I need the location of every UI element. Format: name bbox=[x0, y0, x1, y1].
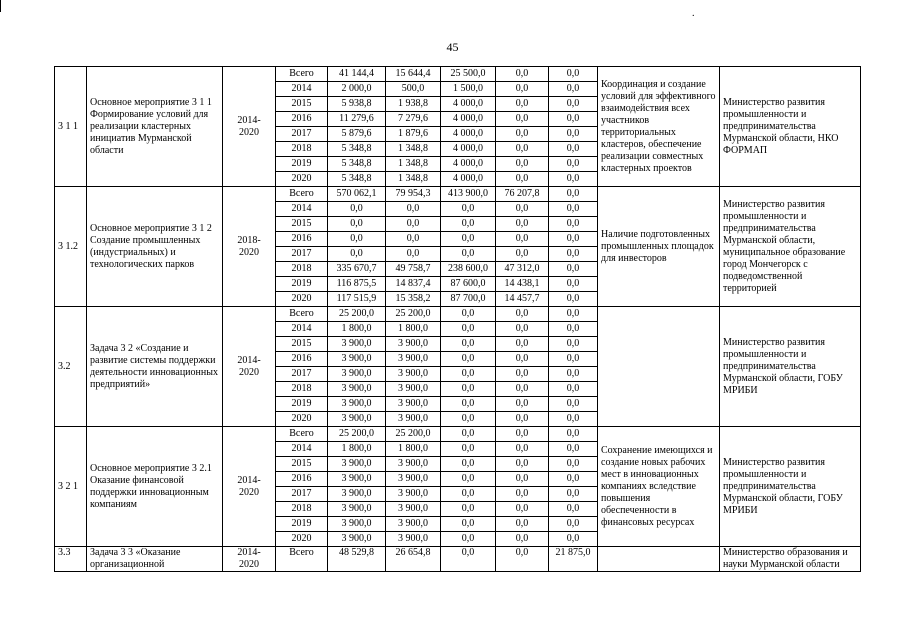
amount-cell: 0,0 bbox=[549, 217, 598, 232]
year-cell: 2015 bbox=[276, 457, 328, 472]
amount-cell: 4 000,0 bbox=[441, 112, 496, 127]
year-cell: 2016 bbox=[276, 112, 328, 127]
amount-cell: 0,0 bbox=[441, 352, 496, 367]
year-cell: Всего bbox=[276, 307, 328, 322]
year-cell: 2014 bbox=[276, 202, 328, 217]
amount-cell: 0,0 bbox=[549, 457, 598, 472]
amount-cell: 1 800,0 bbox=[328, 442, 386, 457]
amount-cell: 3 900,0 bbox=[386, 412, 441, 427]
amount-cell: 0,0 bbox=[496, 217, 549, 232]
amount-cell: 1 879,6 bbox=[386, 127, 441, 142]
amount-cell: 3 900,0 bbox=[386, 487, 441, 502]
amount-cell: 0,0 bbox=[441, 532, 496, 547]
amount-cell: 0,0 bbox=[549, 202, 598, 217]
item-name: Задача 3 2 «Создание и развитие системы поддержки деятельности инновационных предприятий» bbox=[87, 307, 223, 427]
executor: Министерство развития промышленности и предпринимательства Мурманской области, ГОБУ МРИБИ bbox=[720, 307, 861, 427]
amount-cell: 116 875,5 bbox=[328, 277, 386, 292]
expected-result bbox=[598, 307, 720, 427]
year-cell: 2017 bbox=[276, 247, 328, 262]
amount-cell: 5 348,8 bbox=[328, 172, 386, 187]
amount-cell: 3 900,0 bbox=[328, 532, 386, 547]
amount-cell: 0,0 bbox=[549, 187, 598, 202]
amount-cell: 0,0 bbox=[441, 307, 496, 322]
amount-cell: 0,0 bbox=[441, 427, 496, 442]
amount-cell: 0,0 bbox=[496, 67, 549, 82]
program-table bbox=[54, 66, 861, 572]
table-row bbox=[55, 547, 861, 572]
amount-cell: 0,0 bbox=[549, 127, 598, 142]
amount-cell: 0,0 bbox=[496, 172, 549, 187]
amount-cell: 0,0 bbox=[496, 307, 549, 322]
item-code: 3 2 1 bbox=[55, 427, 87, 547]
amount-cell: 0,0 bbox=[549, 82, 598, 97]
year-cell: 2019 bbox=[276, 517, 328, 532]
amount-cell: 2 000,0 bbox=[328, 82, 386, 97]
amount-cell: 335 670,7 bbox=[328, 262, 386, 277]
amount-cell: 0,0 bbox=[441, 442, 496, 457]
amount-cell: 0,0 bbox=[549, 352, 598, 367]
amount-cell: 3 900,0 bbox=[328, 472, 386, 487]
amount-cell: 0,0 bbox=[496, 547, 549, 572]
amount-cell: 0,0 bbox=[549, 112, 598, 127]
amount-cell: 4 000,0 bbox=[441, 172, 496, 187]
amount-cell: 0,0 bbox=[496, 352, 549, 367]
table-row bbox=[55, 187, 861, 202]
amount-cell: 11 279,6 bbox=[328, 112, 386, 127]
year-cell: Всего bbox=[276, 187, 328, 202]
amount-cell: 0,0 bbox=[496, 247, 549, 262]
amount-cell: 47 312,0 bbox=[496, 262, 549, 277]
amount-cell: 0,0 bbox=[549, 382, 598, 397]
amount-cell: 0,0 bbox=[549, 442, 598, 457]
scan-dot: . bbox=[692, 8, 695, 19]
amount-cell: 238 600,0 bbox=[441, 262, 496, 277]
amount-cell: 0,0 bbox=[549, 142, 598, 157]
item-code: 3 1.2 bbox=[55, 187, 87, 307]
amount-cell: 0,0 bbox=[328, 217, 386, 232]
year-cell: 2015 bbox=[276, 337, 328, 352]
amount-cell: 0,0 bbox=[549, 517, 598, 532]
amount-cell: 5 938,8 bbox=[328, 97, 386, 112]
year-cell: 2016 bbox=[276, 232, 328, 247]
executor: Министерство образования и науки Мурманской области bbox=[720, 547, 861, 572]
amount-cell: 15 358,2 bbox=[386, 292, 441, 307]
amount-cell: 0,0 bbox=[441, 397, 496, 412]
amount-cell: 76 207,8 bbox=[496, 187, 549, 202]
expected-result: Сохранение имеющихся и создание новых рабочих мест в инновационных компаниях вследствие повышения обеспеченности в финансовых ресурсах bbox=[598, 427, 720, 547]
amount-cell: 0,0 bbox=[441, 232, 496, 247]
amount-cell: 1 348,8 bbox=[386, 172, 441, 187]
amount-cell: 3 900,0 bbox=[328, 517, 386, 532]
amount-cell: 25 200,0 bbox=[328, 427, 386, 442]
year-cell: Всего bbox=[276, 547, 328, 572]
table-row bbox=[55, 307, 861, 322]
amount-cell: 0,0 bbox=[441, 502, 496, 517]
amount-cell: 0,0 bbox=[441, 457, 496, 472]
amount-cell: 0,0 bbox=[496, 337, 549, 352]
item-period: 2014- 2020 bbox=[223, 427, 276, 547]
amount-cell: 87 600,0 bbox=[441, 277, 496, 292]
amount-cell: 25 200,0 bbox=[386, 307, 441, 322]
amount-cell: 25 500,0 bbox=[441, 67, 496, 82]
amount-cell: 0,0 bbox=[496, 382, 549, 397]
item-code: 3 1 1 bbox=[55, 67, 87, 187]
amount-cell: 3 900,0 bbox=[328, 412, 386, 427]
amount-cell: 0,0 bbox=[328, 247, 386, 262]
year-cell: 2020 bbox=[276, 412, 328, 427]
amount-cell: 0,0 bbox=[496, 202, 549, 217]
amount-cell: 0,0 bbox=[328, 202, 386, 217]
amount-cell: 0,0 bbox=[549, 367, 598, 382]
amount-cell: 3 900,0 bbox=[386, 352, 441, 367]
amount-cell: 0,0 bbox=[549, 247, 598, 262]
year-cell: 2018 bbox=[276, 502, 328, 517]
amount-cell: 14 837,4 bbox=[386, 277, 441, 292]
item-name: Основное мероприятие 3 1 1 Формирование условий для реализации кластерных инициатив Мурманской области bbox=[87, 67, 223, 187]
amount-cell: 0,0 bbox=[441, 367, 496, 382]
amount-cell: 14 438,1 bbox=[496, 277, 549, 292]
year-cell: 2017 bbox=[276, 127, 328, 142]
amount-cell: 4 000,0 bbox=[441, 127, 496, 142]
amount-cell: 4 000,0 bbox=[441, 142, 496, 157]
year-cell: 2015 bbox=[276, 97, 328, 112]
amount-cell: 4 000,0 bbox=[441, 97, 496, 112]
year-cell: 2020 bbox=[276, 292, 328, 307]
year-cell: 2017 bbox=[276, 487, 328, 502]
amount-cell: 3 900,0 bbox=[386, 457, 441, 472]
amount-cell: 0,0 bbox=[496, 322, 549, 337]
amount-cell: 3 900,0 bbox=[386, 337, 441, 352]
executor: Министерство развития промышленности и предпринимательства Мурманской области, ГОБУ МРИБИ bbox=[720, 427, 861, 547]
page-number: 45 bbox=[446, 40, 459, 54]
amount-cell: 0,0 bbox=[441, 217, 496, 232]
amount-cell: 14 457,7 bbox=[496, 292, 549, 307]
amount-cell: 0,0 bbox=[496, 127, 549, 142]
item-period: 2014- 2020 bbox=[223, 547, 276, 572]
amount-cell: 0,0 bbox=[441, 547, 496, 572]
amount-cell: 41 144,4 bbox=[328, 67, 386, 82]
year-cell: 2018 bbox=[276, 262, 328, 277]
amount-cell: 0,0 bbox=[549, 232, 598, 247]
year-cell: 2019 bbox=[276, 277, 328, 292]
item-code: 3.3 bbox=[55, 547, 87, 572]
year-cell: 2017 bbox=[276, 367, 328, 382]
amount-cell: 3 900,0 bbox=[386, 517, 441, 532]
amount-cell: 0,0 bbox=[441, 382, 496, 397]
amount-cell: 0,0 bbox=[441, 202, 496, 217]
amount-cell: 0,0 bbox=[496, 487, 549, 502]
amount-cell: 25 200,0 bbox=[328, 307, 386, 322]
amount-cell: 3 900,0 bbox=[328, 457, 386, 472]
amount-cell: 0,0 bbox=[386, 217, 441, 232]
amount-cell: 0,0 bbox=[549, 67, 598, 82]
amount-cell: 15 644,4 bbox=[386, 67, 441, 82]
amount-cell: 79 954,3 bbox=[386, 187, 441, 202]
year-cell: 2014 bbox=[276, 322, 328, 337]
amount-cell: 3 900,0 bbox=[328, 502, 386, 517]
amount-cell: 1 800,0 bbox=[386, 322, 441, 337]
executor: Министерство развития промышленности и предпринимательства Мурманской области, НКО ФОРМАП bbox=[720, 67, 861, 187]
amount-cell: 5 348,8 bbox=[328, 142, 386, 157]
amount-cell: 21 875,0 bbox=[549, 547, 598, 572]
year-cell: 2015 bbox=[276, 217, 328, 232]
table-row bbox=[55, 67, 861, 82]
amount-cell: 0,0 bbox=[386, 232, 441, 247]
amount-cell: 1 800,0 bbox=[328, 322, 386, 337]
amount-cell: 1 500,0 bbox=[441, 82, 496, 97]
amount-cell: 48 529,8 bbox=[328, 547, 386, 572]
item-period: 2014- 2020 bbox=[223, 67, 276, 187]
year-cell: 2014 bbox=[276, 82, 328, 97]
amount-cell: 0,0 bbox=[549, 277, 598, 292]
amount-cell: 0,0 bbox=[549, 337, 598, 352]
amount-cell: 0,0 bbox=[549, 502, 598, 517]
amount-cell: 0,0 bbox=[549, 157, 598, 172]
amount-cell: 0,0 bbox=[441, 517, 496, 532]
amount-cell: 0,0 bbox=[549, 172, 598, 187]
amount-cell: 0,0 bbox=[441, 247, 496, 262]
year-cell: 2019 bbox=[276, 157, 328, 172]
amount-cell: 0,0 bbox=[441, 322, 496, 337]
amount-cell: 0,0 bbox=[496, 367, 549, 382]
amount-cell: 0,0 bbox=[328, 232, 386, 247]
item-name: Основное мероприятие 3 2.1 Оказание финансовой поддержки инновационным компаниям bbox=[87, 427, 223, 547]
amount-cell: 3 900,0 bbox=[386, 502, 441, 517]
amount-cell: 570 062,1 bbox=[328, 187, 386, 202]
year-cell: 2014 bbox=[276, 442, 328, 457]
year-cell: 2018 bbox=[276, 382, 328, 397]
amount-cell: 1 348,8 bbox=[386, 142, 441, 157]
amount-cell: 0,0 bbox=[496, 532, 549, 547]
amount-cell: 0,0 bbox=[549, 322, 598, 337]
amount-cell: 4 000,0 bbox=[441, 157, 496, 172]
amount-cell: 0,0 bbox=[496, 112, 549, 127]
year-cell: 2018 bbox=[276, 142, 328, 157]
item-name: Задача 3 3 «Оказание организационной bbox=[87, 547, 223, 572]
amount-cell: 0,0 bbox=[386, 247, 441, 262]
amount-cell: 49 758,7 bbox=[386, 262, 441, 277]
amount-cell: 0,0 bbox=[496, 97, 549, 112]
amount-cell: 0,0 bbox=[549, 397, 598, 412]
amount-cell: 1 348,8 bbox=[386, 157, 441, 172]
amount-cell: 0,0 bbox=[549, 532, 598, 547]
amount-cell: 3 900,0 bbox=[328, 352, 386, 367]
amount-cell: 500,0 bbox=[386, 82, 441, 97]
amount-cell: 5 348,8 bbox=[328, 157, 386, 172]
amount-cell: 0,0 bbox=[496, 82, 549, 97]
amount-cell: 3 900,0 bbox=[328, 367, 386, 382]
amount-cell: 3 900,0 bbox=[328, 382, 386, 397]
amount-cell: 0,0 bbox=[496, 142, 549, 157]
amount-cell: 0,0 bbox=[549, 472, 598, 487]
amount-cell: 0,0 bbox=[549, 292, 598, 307]
item-period: 2014- 2020 bbox=[223, 307, 276, 427]
year-cell: Всего bbox=[276, 67, 328, 82]
amount-cell: 0,0 bbox=[496, 457, 549, 472]
amount-cell: 0,0 bbox=[496, 397, 549, 412]
amount-cell: 3 900,0 bbox=[386, 397, 441, 412]
amount-cell: 3 900,0 bbox=[386, 367, 441, 382]
amount-cell: 0,0 bbox=[386, 202, 441, 217]
amount-cell: 0,0 bbox=[496, 157, 549, 172]
amount-cell: 3 900,0 bbox=[328, 487, 386, 502]
year-cell: 2016 bbox=[276, 352, 328, 367]
amount-cell: 0,0 bbox=[496, 472, 549, 487]
year-cell: 2020 bbox=[276, 172, 328, 187]
amount-cell: 0,0 bbox=[549, 97, 598, 112]
expected-result bbox=[598, 547, 720, 572]
amount-cell: 3 900,0 bbox=[386, 382, 441, 397]
year-cell: 2016 bbox=[276, 472, 328, 487]
year-cell: 2019 bbox=[276, 397, 328, 412]
year-cell: Всего bbox=[276, 427, 328, 442]
amount-cell: 0,0 bbox=[496, 502, 549, 517]
amount-cell: 0,0 bbox=[496, 442, 549, 457]
year-cell: 2020 bbox=[276, 532, 328, 547]
amount-cell: 25 200,0 bbox=[386, 427, 441, 442]
amount-cell: 26 654,8 bbox=[386, 547, 441, 572]
item-code: 3.2 bbox=[55, 307, 87, 427]
amount-cell: 0,0 bbox=[496, 232, 549, 247]
amount-cell: 0,0 bbox=[441, 337, 496, 352]
amount-cell: 0,0 bbox=[441, 487, 496, 502]
item-period: 2018- 2020 bbox=[223, 187, 276, 307]
amount-cell: 0,0 bbox=[496, 427, 549, 442]
expected-result: Координация и создание условий для эффективного взаимодействия всех участников территориальных кластеров, обеспечение реализации совместных кластерных проектов bbox=[598, 67, 720, 187]
amount-cell: 3 900,0 bbox=[386, 472, 441, 487]
amount-cell: 0,0 bbox=[549, 412, 598, 427]
item-name: Основное мероприятие 3 1 2 Создание промышленных (индустриальных) и технологических парков bbox=[87, 187, 223, 307]
table-row bbox=[55, 427, 861, 442]
amount-cell: 3 900,0 bbox=[386, 532, 441, 547]
executor: Министерство развития промышленности и предпринимательства Мурманской области, муниципальное образование город Мончегорск с подведомственной территорией bbox=[720, 187, 861, 307]
amount-cell: 0,0 bbox=[549, 487, 598, 502]
amount-cell: 117 515,9 bbox=[328, 292, 386, 307]
amount-cell: 1 938,8 bbox=[386, 97, 441, 112]
amount-cell: 3 900,0 bbox=[328, 337, 386, 352]
amount-cell: 7 279,6 bbox=[386, 112, 441, 127]
amount-cell: 0,0 bbox=[496, 517, 549, 532]
amount-cell: 0,0 bbox=[549, 427, 598, 442]
amount-cell: 0,0 bbox=[549, 307, 598, 322]
amount-cell: 0,0 bbox=[441, 412, 496, 427]
amount-cell: 1 800,0 bbox=[386, 442, 441, 457]
amount-cell: 0,0 bbox=[496, 412, 549, 427]
margin-mark bbox=[0, 0, 5, 12]
amount-cell: 413 900,0 bbox=[441, 187, 496, 202]
amount-cell: 5 879,6 bbox=[328, 127, 386, 142]
expected-result: Наличие подготовленных промышленных площадок для инвесторов bbox=[598, 187, 720, 307]
amount-cell: 0,0 bbox=[549, 262, 598, 277]
amount-cell: 87 700,0 bbox=[441, 292, 496, 307]
amount-cell: 0,0 bbox=[441, 472, 496, 487]
amount-cell: 3 900,0 bbox=[328, 397, 386, 412]
